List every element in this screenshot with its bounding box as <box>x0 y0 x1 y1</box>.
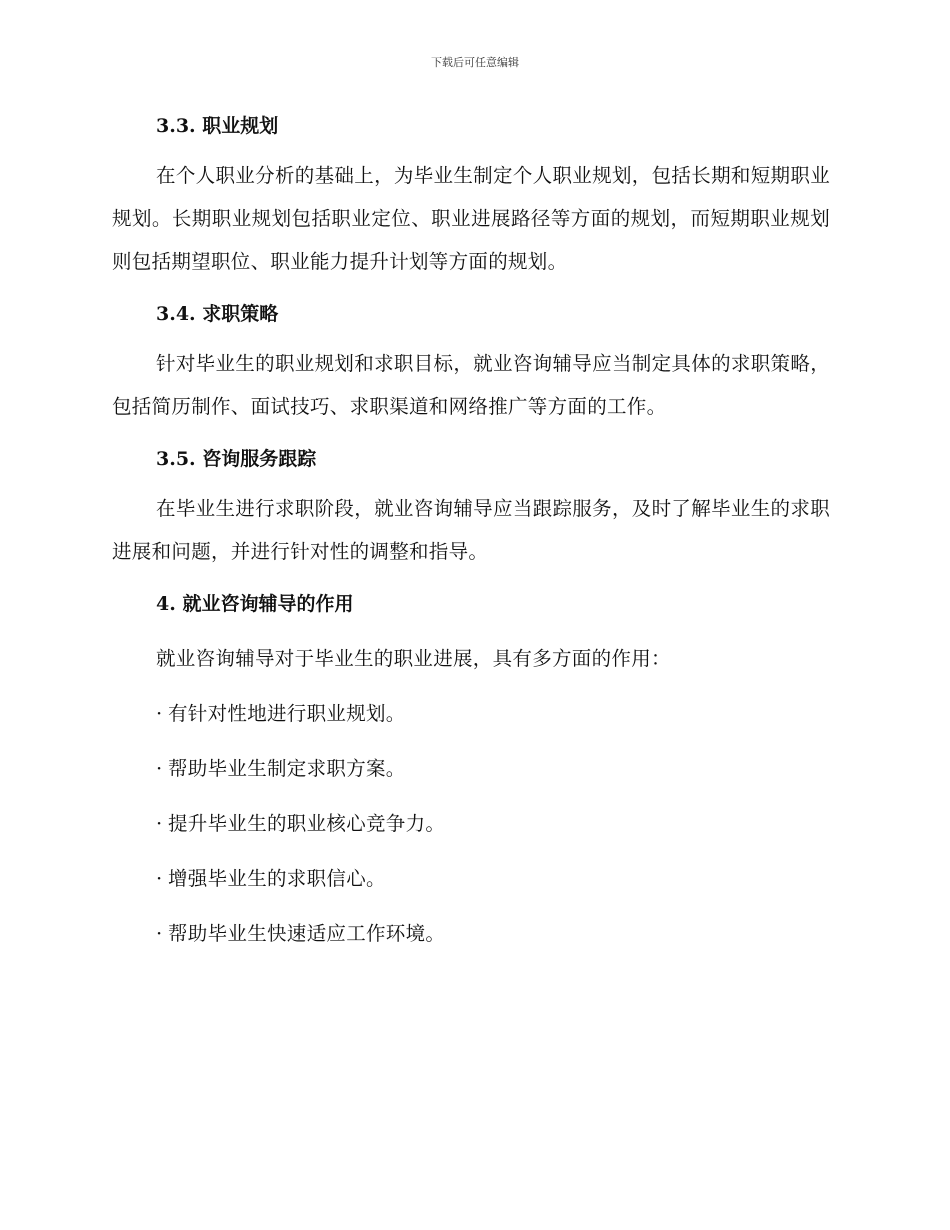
bullet-text: 帮助毕业生快速适应工作环境。 <box>168 922 446 945</box>
bullet-dot: · <box>156 757 163 780</box>
bullet-item <box>112 806 830 842</box>
spacer <box>112 283 830 296</box>
page-header-note: 下载后可任意编辑 <box>431 56 519 69</box>
bullet-dot: · <box>156 922 163 945</box>
section-heading-4: 4. 就业咨询辅导的作用 <box>156 593 354 615</box>
spacer <box>112 477 830 487</box>
section-paragraph-3-3: 在个人职业分析的基础上，为毕业生制定个人职业规划，包括长期和短期职业规划。长期职业规划包括职业定位、职业进展路径等方面的规划，而短期职业规划则包括期望职位、职业能力提升计划等方面的规划。 <box>112 164 830 273</box>
spacer <box>112 573 830 586</box>
bullet-text: 提升毕业生的职业核心竞争力。 <box>168 812 446 835</box>
bullet-dot: · <box>156 867 163 890</box>
spacer <box>112 787 830 806</box>
spacer <box>112 732 830 751</box>
spacer <box>112 144 830 154</box>
section-paragraph-3-4: 针对毕业生的职业规划和求职目标，就业咨询辅导应当制定具体的求职策略，包括简历制作、面试技巧、求职渠道和网络推广等方面的工作。 <box>112 352 830 418</box>
section-heading-3-5: 3.5. 咨询服务跟踪 <box>156 448 317 470</box>
section-intro-4: 就业咨询辅导对于毕业生的职业进展，具有多方面的作用： <box>156 647 671 670</box>
section-heading-3-3: 3.3. 职业规划 <box>156 115 279 137</box>
spacer <box>112 332 830 342</box>
spacer <box>112 842 830 861</box>
bullet-dot: · <box>156 702 163 725</box>
spacer <box>112 677 830 696</box>
document-body <box>112 108 830 952</box>
bullet-item <box>112 696 830 732</box>
bullet-item <box>112 916 830 952</box>
bullet-text: 有针对性地进行职业规划。 <box>168 702 406 725</box>
spacer <box>112 428 830 441</box>
bullet-text: 帮助毕业生制定求职方案。 <box>168 757 406 780</box>
section-paragraph-3-5: 在毕业生进行求职阶段，就业咨询辅导应当跟踪服务，及时了解毕业生的求职进展和问题，并进行针对性的调整和指导。 <box>112 497 830 563</box>
bullet-text: 增强毕业生的求职信心。 <box>168 867 386 890</box>
bullet-item <box>112 861 830 897</box>
bullet-item <box>112 751 830 787</box>
section-heading-3-4: 3.4. 求职策略 <box>156 303 279 325</box>
spacer <box>112 897 830 916</box>
bullet-dot: · <box>156 812 163 835</box>
spacer <box>112 622 830 641</box>
